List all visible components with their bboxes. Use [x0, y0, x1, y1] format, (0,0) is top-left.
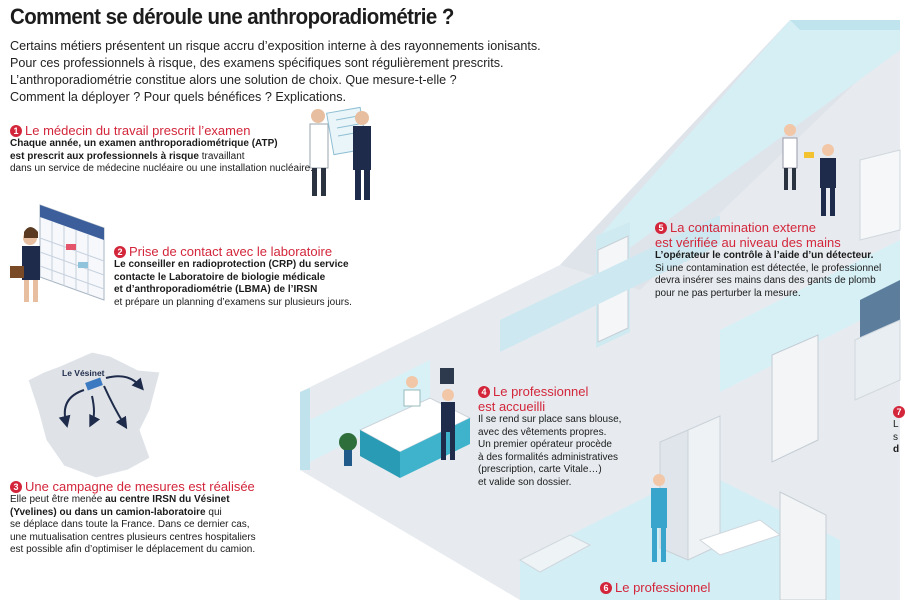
step-4-title: Le professionnel	[493, 384, 589, 399]
step-7-fragment	[893, 404, 900, 457]
step-3-line: est possible afin d’optimiser le déplacement du camion.	[10, 544, 256, 556]
step-5-line: pour ne pas perturber la mesure.	[655, 287, 801, 299]
step-2	[114, 244, 352, 309]
step-2-title: Prise de contact avec le laboratoire	[129, 244, 333, 259]
step-3-title: Une campagne de mesures est réalisée	[25, 479, 255, 494]
intro-line: Pour ces professionnels à risque, des examens spécifiques sont régulièrement prescrits.	[10, 56, 504, 70]
step-4-line: (prescription, carte Vitale…)	[478, 464, 602, 476]
step-1-text: travaillant	[198, 150, 245, 162]
step-4-line: avec des vêtements propres.	[478, 426, 607, 438]
step-1-line: dans un service de médecine nucléaire ou une installation nucléaire.	[10, 163, 313, 175]
step-7-text: L	[893, 419, 899, 430]
step-2-heading	[114, 244, 352, 259]
step-7-text: d	[893, 444, 900, 456]
calendar-icon	[40, 205, 104, 300]
step-2-line: contacte le Laboratoire de biologie médicale	[114, 271, 326, 283]
step-5-line: Si une contamination est détectée, le professionnel	[655, 262, 882, 274]
step-2-body	[114, 259, 352, 309]
intro-line: Comment la déployer ? Pour quels bénéfices ? Explications.	[10, 90, 347, 104]
step-4-title-line2: est accueilli	[478, 399, 546, 414]
step-3-text: Elle peut être menée	[10, 494, 106, 505]
step-1-title: Le médecin du travail prescrit l’examen	[25, 123, 251, 138]
step-3-line	[10, 494, 256, 507]
step-7-heading	[893, 404, 900, 419]
step-number-badge: 5	[655, 222, 667, 234]
step-3-text: qui	[205, 506, 222, 518]
step-number-badge: 7	[893, 406, 905, 418]
step-5	[655, 220, 881, 300]
step-number-badge: 3	[10, 481, 22, 493]
step-7-text: s	[893, 431, 898, 443]
step-3-line	[10, 507, 256, 520]
step-3-heading	[10, 479, 256, 494]
map-label-le-vesinet: Le Vésinet	[62, 368, 105, 378]
step-3	[10, 479, 256, 557]
step-1-line: Chaque année, un examen anthroporadiométrique (ATP)	[10, 138, 278, 149]
step-4-heading	[478, 384, 621, 399]
step-4	[478, 384, 621, 490]
step-number-badge: 6	[600, 582, 612, 594]
step-3-bold-text: (Yvelines) ou dans un camion-laboratoire	[10, 506, 206, 518]
step-1	[10, 123, 313, 176]
step-4-line: et valide son dossier.	[478, 476, 572, 488]
receptionist-figure	[404, 376, 420, 406]
intro-line: L’anthroporadiométrie constitue alors une solution de choix. Que mesure-t-elle ?	[10, 73, 457, 87]
step-5-line: devra insérer ses mains dans des gants de plomb	[655, 275, 876, 287]
intro-line: Certains métiers présentent un risque accru d’exposition interne à des rayonnements ionisants.	[10, 39, 541, 53]
step-5-line: L’opérateur le contrôle à l’aide d’un détecteur.	[655, 250, 874, 261]
step-2-line: et prépare un planning d’examens sur plusieurs jours.	[114, 296, 352, 308]
step-6	[600, 580, 710, 595]
step-4-line: Un premier opérateur procède	[478, 439, 612, 451]
step-number-badge: 2	[114, 246, 126, 258]
step-5-title-line2: est vérifiée au niveau des mains	[655, 235, 841, 250]
step-3-body	[10, 494, 256, 557]
step-4-line: Il se rend sur place sans blouse,	[478, 414, 622, 425]
step-3-line: une mutualisation centres plusieurs centres hospitaliers	[10, 531, 256, 543]
step-6-heading	[600, 580, 710, 595]
step-1-body	[10, 138, 313, 176]
step-5-body	[655, 250, 881, 300]
step-5-heading	[655, 220, 881, 235]
step-2-line: Le conseiller en radioprotection (CRP) du service	[114, 259, 349, 270]
step-4-line: à des formalités administratives	[478, 451, 619, 463]
step-4-body	[478, 414, 621, 490]
step-2-line: et d’anthroporadiométrie (LBMA) de l’IRSN	[114, 284, 318, 296]
step-6-title: Le professionnel	[615, 580, 711, 595]
step-3-line: se déplace dans toute la France. Dans ce dernier cas,	[10, 519, 250, 531]
step-1-heading	[10, 123, 313, 138]
step-1-bold-text: est prescrit aux professionnels à risque	[10, 150, 199, 162]
step-number-badge: 4	[478, 386, 490, 398]
step-1-line	[10, 151, 313, 164]
step-5-title: La contamination externe	[670, 220, 816, 235]
step-3-bold-text: au centre IRSN du Vésinet	[105, 494, 230, 505]
page-title: Comment se déroule une anthroporadiométrie ?	[10, 4, 454, 29]
intro-paragraph	[10, 38, 550, 106]
crp-figure	[10, 227, 40, 302]
step-number-badge: 1	[10, 125, 22, 137]
